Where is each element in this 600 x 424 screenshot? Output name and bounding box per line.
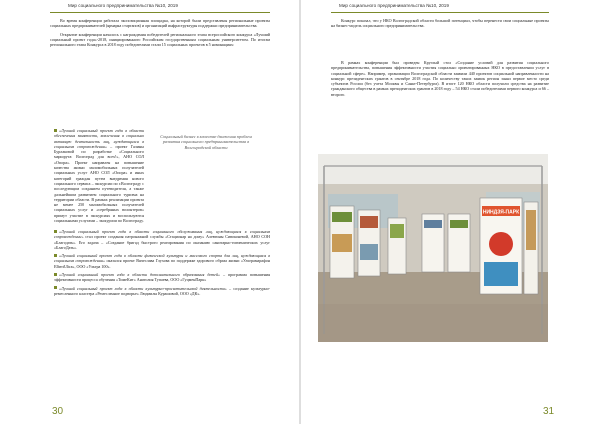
bullet-square-icon (54, 286, 57, 289)
ceiling (318, 154, 548, 184)
poster-graphic (526, 210, 536, 250)
page-number: 31 (543, 406, 555, 417)
poster-graphic (360, 244, 378, 260)
running-header: Мир социального предпринимательства №10, 2019 (339, 3, 449, 8)
bullet-square-icon (54, 273, 57, 276)
poster-graphic (390, 224, 404, 238)
poster-banner-text: НИНДЗЯ-ПАРК (482, 209, 520, 216)
bullet-square-icon (54, 129, 57, 132)
list-item: «Лучший социальный проект года в области обеспечения занятости, вовлечения в социально активную деятельность лиц, нуждающихся в социальном сопровождении» – проект Галины Бурлаковой по разработке «Социального маршрута: Волгоград для всех!», АНО СОЛ «Опора». Проект направлен на повышение качества жизни маломобильных получателей социальных услуг АНО СОЛ «Опора» и иных категорий граждан путем внедрения нового социального сервиса – экскурсии по г.Волгограду с последующим созданием путеводителя, а также дальнейшим развитием социального туризма на территории области. В рамках реализации проекта не менее 250 маломобильных получателей социальных услуг и «серебряных волонтеров» примут участие в экскурсиях и воспользуются социальными услугами – экскурсии по Волгограду. (54, 128, 144, 224)
left-column-bottom (50, 229, 270, 299)
paragraph: Открытие конференции началось с награждения победителей регионального этапа всероссийского конкурса «Лучший социальный проект года»-2018, инициированного Российским государственным социальным университетом. По итогам регионального этапа Конкурса в 2018 году победителями стали 15 социальных проектов в 5 номинациях: (50, 31, 270, 48)
bullet-square-icon (54, 230, 57, 233)
right-column-mid (331, 60, 549, 100)
page-number: 30 (52, 406, 64, 417)
list-item: «Лучший социальный проект года в области дополнительного образования детей» – программа повышения эффективности процесса обучения «ТимеКит» Анатолия Тупаева, ООО «ГуцменПарк» (54, 272, 270, 283)
header-rule (331, 12, 549, 13)
bullet-square-icon (54, 254, 57, 257)
header-rule (50, 12, 270, 13)
paragraph: Во время конференции работала экспозиционная площадка, на которой были представлены региональные проекты социальных предпринимателей (ярмарка стартапов) и организаций инфраструктуры поддержки предпринимательства. (50, 18, 270, 29)
left-column-narrow (50, 128, 144, 226)
poster-graphic (450, 220, 468, 228)
floor-shadow (318, 304, 548, 342)
poster-graphic (484, 262, 518, 286)
list-item: «Лучший социальный проект года в области культурно-просветительской деятельности» – создание культурно-ремесленного кластера «Ремесленное подворье» Людмилы Курашовой, ООО «ДК». (54, 285, 270, 296)
poster-graphic (489, 232, 513, 256)
poster-graphic (332, 212, 352, 222)
poster-graphic (360, 216, 378, 228)
left-column-top (50, 18, 270, 50)
poster-graphic (332, 234, 352, 252)
list-item: «Лучший социальный проект года в области физической культуры и массового спорта для лиц, нуждающихся в социальном сопровождении» оказался проект Вячеслава Глухова по поддержке здорового образа жизни «Ультрамарафон ElbertUltra», ООО «Ультра 100». (54, 253, 270, 269)
left-page (0, 0, 299, 424)
right-column-top (331, 18, 549, 32)
poster-graphic (424, 220, 442, 228)
running-header: Мир социального предпринимательства №10, 2019 (68, 3, 178, 8)
conference-photo (318, 154, 548, 342)
photo-caption: Социальный бизнес в качестве движения проблем развития социального предпринимательства в Волгоградской области (160, 134, 252, 150)
paragraph: В рамках конференции был проведен Круглый стол «Создание условий для развития социального предпринимательства, повышения эффективности участия социально ориентированных НКО в предоставлении услуг в социальной сфере». Например, организации Волгоградской области заявили 440 проектов социальной направленности на конкурс президентских грантов в сентябре 2018 года. По количеству таких заявок регион занял первое место среди субъектов России (без учета Москвы и Санкт-Петербурга). В итоге 120 НКО области получили средства на развитие гражданского общества в рамках президентских грантов в 2018 году – 54 НКО стали победителями первого конкурса и 66 – второго. (331, 60, 549, 97)
list-item: «Лучший социальный проект года в области социального обслуживания лиц, нуждающихся в социальном сопровождении» стал проект создания патронажной службы «Стационар на дому» Алевтины Сивоконевой, АНО СОН «Благодать». Его задача – «Создание бригад быстрого реагирования по оказанию санитарно-гигиенических услуг «БлагоДать». (54, 229, 270, 250)
paragraph: Конкурс показал, что у НКО Волгоградской области большой потенциал, чтобы перенести свои социальные проекты на бизнес-модель социального предпринимательства. (331, 18, 549, 29)
